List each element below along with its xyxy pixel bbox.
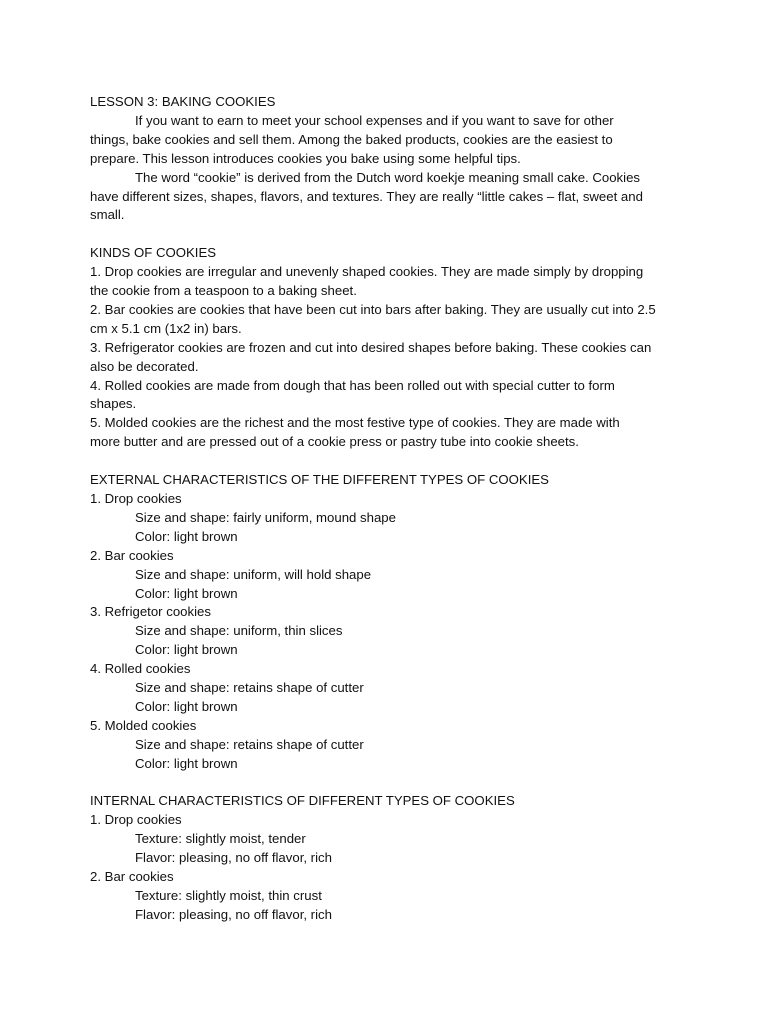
list-item: also be decorated. [90,358,199,374]
list-item: 1. Drop cookies are irregular and unevenly shaped cookies. They are made simply by dropping [90,264,644,280]
text-line: prepare. This lesson introduces cookies you bake using some helpful tips. [90,150,521,166]
list-item: cm x 5.1 cm (1x2 in) bars. [90,320,242,336]
list-item: shapes. [90,396,137,412]
spacer [90,774,690,793]
characteristic: Size and shape: retains shape of cutter [135,680,364,696]
text-line: things, bake cookies and sell them. Among the baked products, cookies are the easiest to [90,131,613,147]
characteristic: Color: light brown [135,642,238,658]
list-item: the cookie from a teaspoon to a baking sheet. [90,283,357,299]
characteristic: Texture: slightly moist, tender [135,831,306,847]
characteristic: Size and shape: uniform, thin slices [135,623,343,639]
section-heading: KINDS OF COOKIES [90,245,217,261]
cookie-type-name: 2. Bar cookies [90,869,174,885]
section-heading: EXTERNAL CHARACTERISTICS OF THE DIFFERENT TYPES OF COOKIES [90,472,549,488]
text-line: The word “cookie” is derived from the Dutch word koekje meaning small cake. Cookies [135,169,641,185]
characteristic: Color: light brown [135,528,238,544]
characteristic: Texture: slightly moist, thin crust [135,888,322,904]
cookie-type-name: 5. Molded cookies [90,717,197,733]
spacer [90,225,690,244]
kinds-section [90,244,690,452]
external-section [90,471,690,774]
cookie-type-name: 2. Bar cookies [90,547,174,563]
cookie-type-name: 4. Rolled cookies [90,661,191,677]
lesson-title: LESSON 3: BAKING COOKIES [90,94,276,109]
characteristic: Color: light brown [135,585,238,601]
document-page [90,93,690,925]
list-item: 4. Rolled cookies are made from dough that has been rolled out with special cutter to form [90,377,615,393]
characteristic: Size and shape: fairly uniform, mound shape [135,509,396,525]
intro-paragraph-1 [90,112,690,169]
list-item: 3. Refrigerator cookies are frozen and cut into desired shapes before baking. These cookies can [90,339,652,355]
cookie-type-name: 3. Refrigetor cookies [90,604,211,620]
cookie-type-name: 1. Drop cookies [90,491,182,506]
intro-paragraph-2 [90,169,690,226]
characteristic: Color: light brown [135,698,238,714]
characteristic: Color: light brown [135,755,238,771]
spacer [90,452,690,471]
list-item: more butter and are pressed out of a cookie press or pastry tube into cookie sheets. [90,434,579,450]
text-line: If you want to earn to meet your school expenses and if you want to save for other [135,112,614,128]
cookie-type-name: 1. Drop cookies [90,812,182,828]
text-line: small. [90,207,125,223]
section-heading: INTERNAL CHARACTERISTICS OF DIFFERENT TYPES OF COOKIES [90,793,515,809]
characteristic: Flavor: pleasing, no off flavor, rich [135,906,332,922]
list-item: 2. Bar cookies are cookies that have been cut into bars after baking. They are usually cut into 2.5 [90,301,656,317]
characteristic: Size and shape: uniform, will hold shape [135,566,372,582]
characteristic: Size and shape: retains shape of cutter [135,736,364,752]
list-item: 5. Molded cookies are the richest and the most festive type of cookies. They are made with [90,415,620,431]
internal-section [90,792,690,924]
characteristic: Flavor: pleasing, no off flavor, rich [135,850,332,866]
text-line: have different sizes, shapes, flavors, and textures. They are really “little cakes – flat, sweet and [90,188,643,204]
